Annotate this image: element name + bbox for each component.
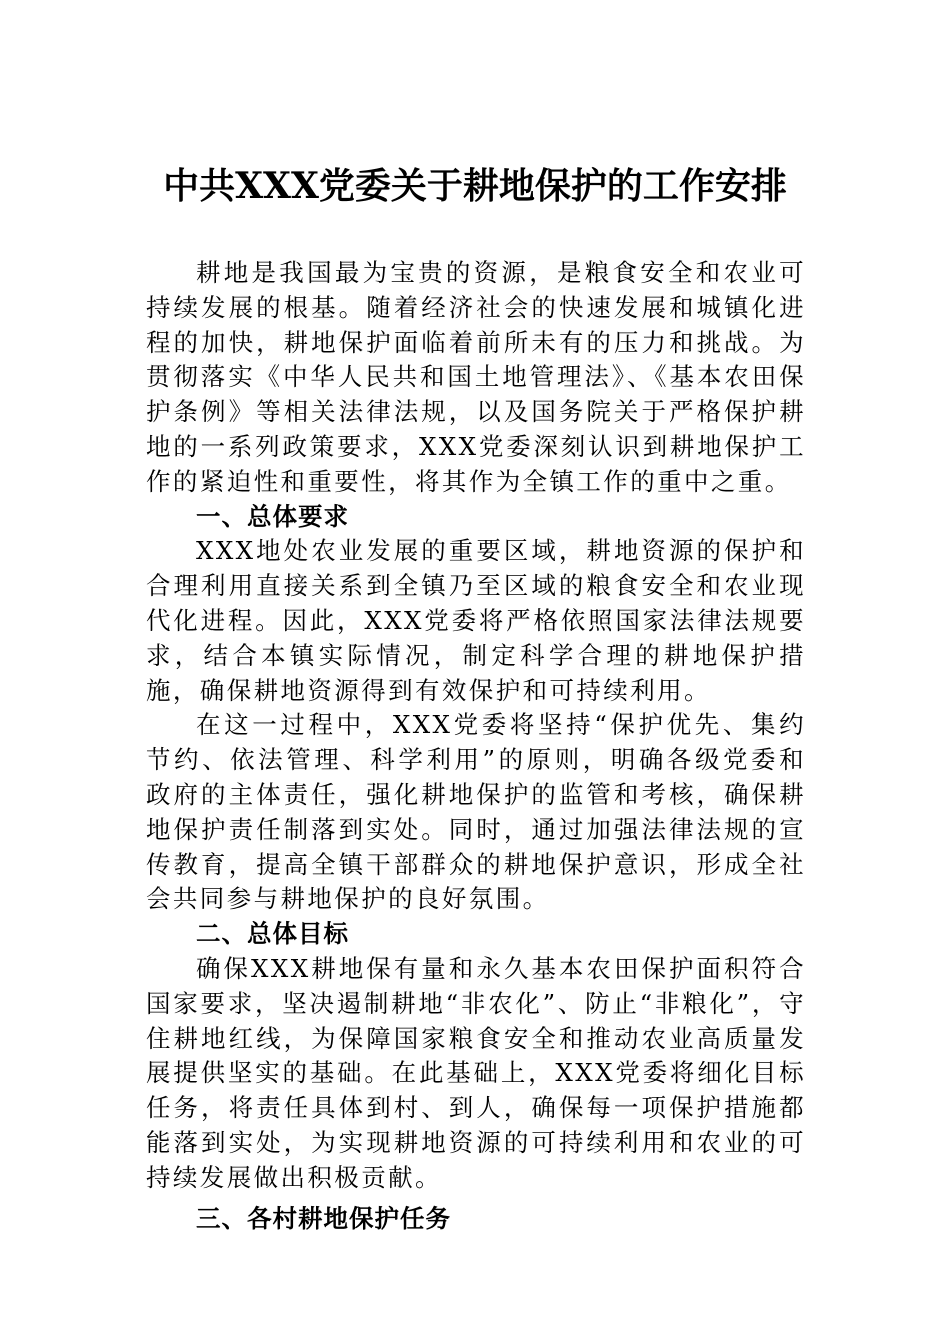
section-heading-overall-goals: 二、总体目标 [196, 919, 349, 949]
intro-paragraph: 耕地是我国最为宝贵的资源，是粮食安全和农业可持续发展的根基。随着经济社会的快速发展和城镇化进程的加快，耕地保护面临着前所未有的压力和挑战。为贯彻落实《中华人民共和国土地管理法》、《基本农田保护条例》等相关法律法规，以及国务院关于严格保护耕地的一系列政策要求，XXX党委深刻认识到耕地保护工作的紧迫性和重要性，将其作为全镇工作的重中之重。 [146, 258, 806, 496]
section-2-paragraph-1: 确保XXX耕地保有量和永久基本农田保护面积符合国家要求，坚决遏制耕地“非农化”、防止“非粮化”，守住耕地红线，为保障国家粮食安全和推动农业高质量发展提供坚实的基础。在此基础上，XXX党委将细化目标任务，将责任具体到村、到人，确保每一项保护措施都能落到实处，为实现耕地资源的可持续利用和农业的可持续发展做出积极贡献。 [146, 953, 806, 1192]
document-title: 中共XXX党委关于耕地保护的工作安排 [163, 165, 787, 207]
section-1-paragraph-2: 在这一过程中，XXX党委将坚持“保护优先、集约节约、依法管理、科学利用”的原则，明确各级党委和政府的主体责任，强化耕地保护的监管和考核，确保耕地保护责任制落到实处。同时，通过加强法律法规的宣传教育，提高全镇干部群众的耕地保护意识，形成全社会共同参与耕地保护的良好氛围。 [146, 710, 806, 914]
section-heading-village-tasks: 三、各村耕地保护任务 [196, 1203, 451, 1233]
section-heading-general-requirements: 一、总体要求 [196, 501, 349, 531]
document-body [146, 256, 806, 1236]
section-1-paragraph-1: XXX地处农业发展的重要区域，耕地资源的保护和合理利用直接关系到全镇乃至区域的粮食安全和农业现代化进程。因此，XXX党委将严格依照国家法律法规要求，结合本镇实际情况，制定科学合理的耕地保护措施，确保耕地资源得到有效保护和可持续利用。 [146, 536, 806, 705]
